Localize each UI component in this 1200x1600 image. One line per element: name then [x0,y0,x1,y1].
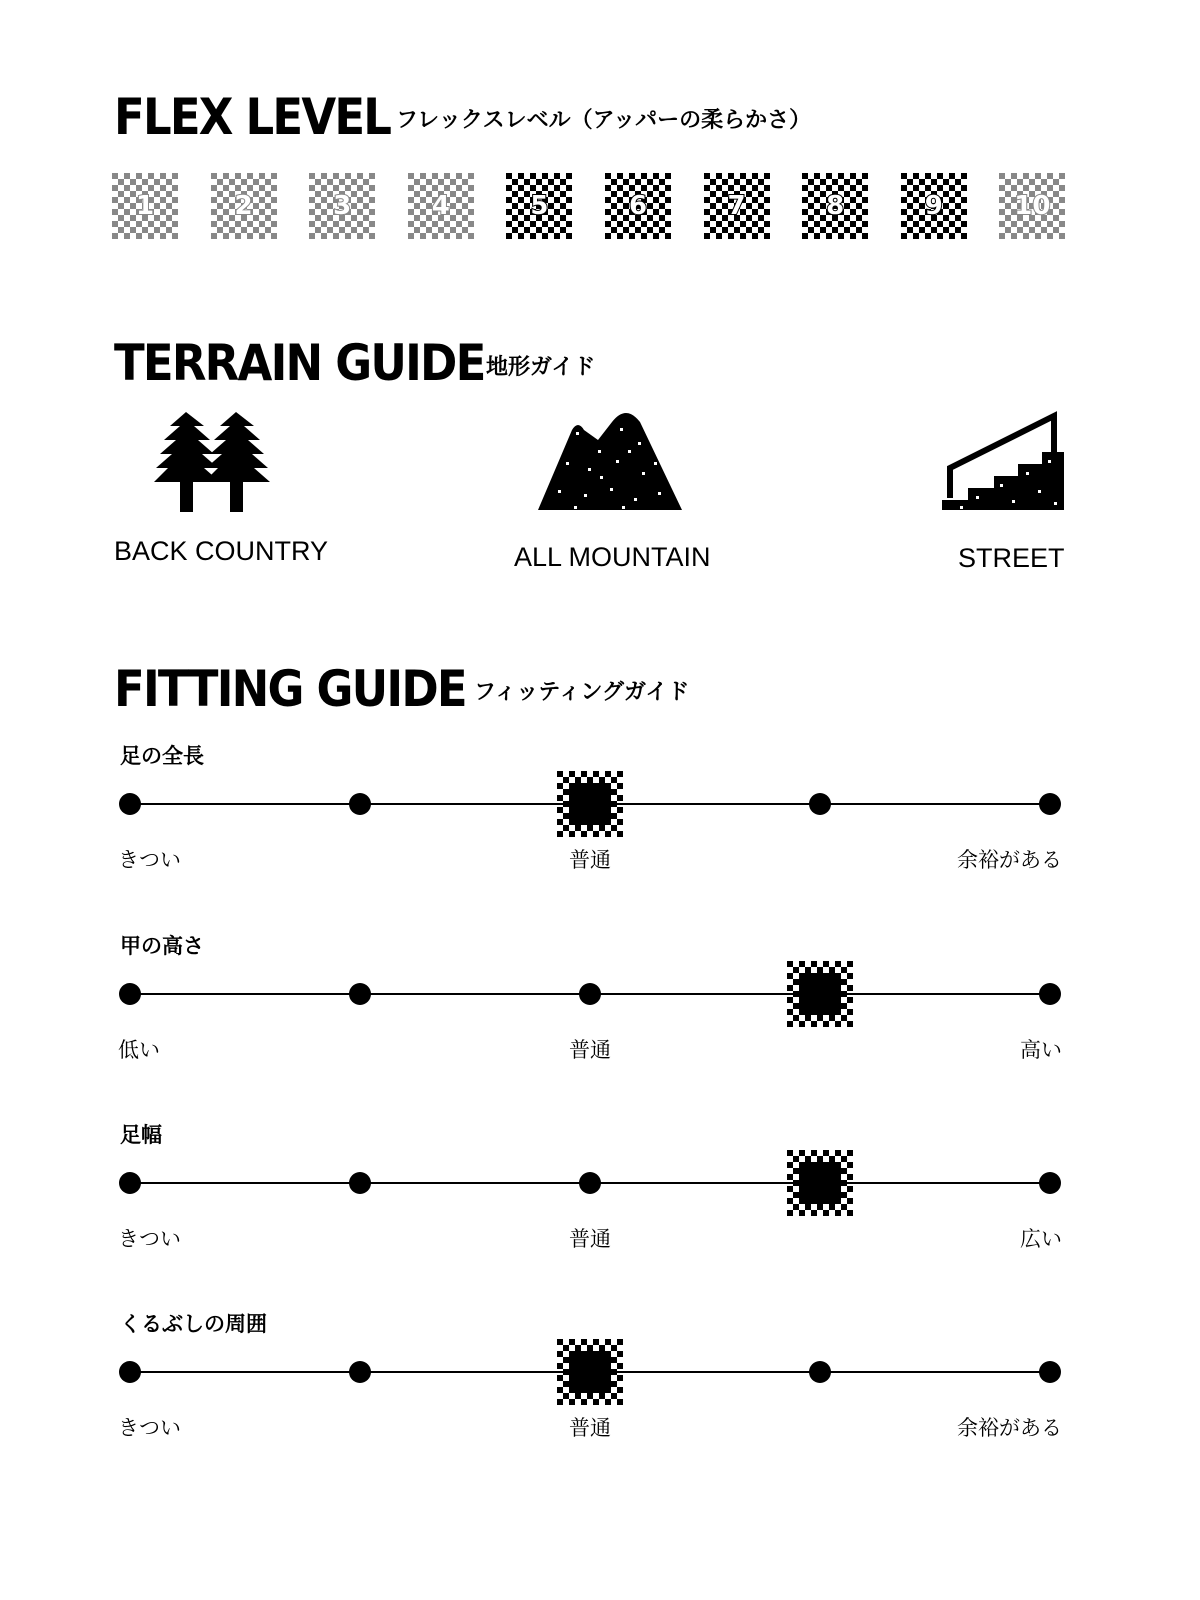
fit-scale-marker [787,961,853,1027]
flex-level-2 [211,173,277,239]
fitting-guide-title: FITTING GUIDE [114,660,466,718]
flex-level-number: 4 [431,191,450,221]
fit-scale-title: 甲の高さ [120,934,204,958]
flex-level-7 [704,173,770,239]
fit-label-right: 高い [1020,1038,1062,1062]
fit-scale-dot [349,1361,371,1383]
fit-scale-title: 足幅 [120,1123,162,1147]
fitting-guide-subtitle: フィッティングガイド [474,680,690,705]
trees-icon [154,410,274,514]
fit-label-left: きつい [118,1227,181,1251]
fit-scale-title: くるぶしの周囲 [120,1312,267,1336]
fit-label-right: 広い [1020,1227,1062,1251]
flex-level-title: FLEX LEVEL [114,88,391,146]
terrain-guide-title: TERRAIN GUIDE [114,334,485,392]
terrain-guide-subtitle: 地形ガイド [486,355,596,380]
flex-level-number: 1 [135,191,155,221]
flex-level-number: 10 [1014,191,1051,221]
fit-scale-marker [557,771,623,837]
fit-label-center: 普通 [569,1227,611,1251]
flex-level-number: 7 [727,191,746,221]
fit-scale-marker [557,1339,623,1405]
fit-scale-dot [1039,983,1061,1005]
fit-scale-marker [787,1150,853,1216]
fit-label-right: 余裕がある [957,848,1062,872]
flex-level-number: 6 [628,191,648,221]
fit-label-center: 普通 [569,1038,611,1062]
flex-level-number: 9 [924,191,943,221]
fit-scale-dot [119,1361,141,1383]
fit-label-left: きつい [118,848,181,872]
fit-label-center: 普通 [569,848,611,872]
fit-scale-title: 足の全長 [120,744,204,768]
flex-level-3 [309,173,375,239]
fit-scale-dot [349,1172,371,1194]
fit-label-left: 低い [118,1038,160,1062]
fit-scale-dot [1039,793,1061,815]
flex-level-6 [605,173,671,239]
flex-level-number: 2 [234,191,253,221]
terrain-label-all-mountain: ALL MOUNTAIN [514,542,711,572]
fit-scale-dot [809,1361,831,1383]
fit-scale-dot [119,793,141,815]
flex-level-8 [802,173,868,239]
fit-scale-dot [579,983,601,1005]
fit-label-right: 余裕がある [957,1416,1062,1440]
terrain-label-back-country: BACK COUNTRY [114,536,329,566]
flex-level-subtitle: フレックスレベル（アッパーの柔らかさ） [396,108,812,133]
flex-level-9 [901,173,967,239]
flex-level-4 [408,173,474,239]
fit-scale-dot [579,1172,601,1194]
fit-label-center: 普通 [569,1416,611,1440]
flex-level-number: 5 [530,191,549,221]
terrain-label-street: STREET [958,543,1065,573]
flex-level-1 [112,173,178,239]
fit-scale-dot [349,793,371,815]
flex-level-number: 3 [333,191,352,221]
fit-scale-dot [119,983,141,1005]
fit-scale-dot [119,1172,141,1194]
fit-scale-dot [1039,1172,1061,1194]
flex-level-number: 8 [826,191,845,221]
fit-scale-dot [349,983,371,1005]
stairs-rail-icon [942,410,1068,514]
fit-scale-dot [809,793,831,815]
fit-label-left: きつい [118,1416,181,1440]
fit-scale-dot [1039,1361,1061,1383]
mountain-icon [538,410,682,514]
flex-level-5 [506,173,572,239]
flex-level-10 [999,173,1065,239]
